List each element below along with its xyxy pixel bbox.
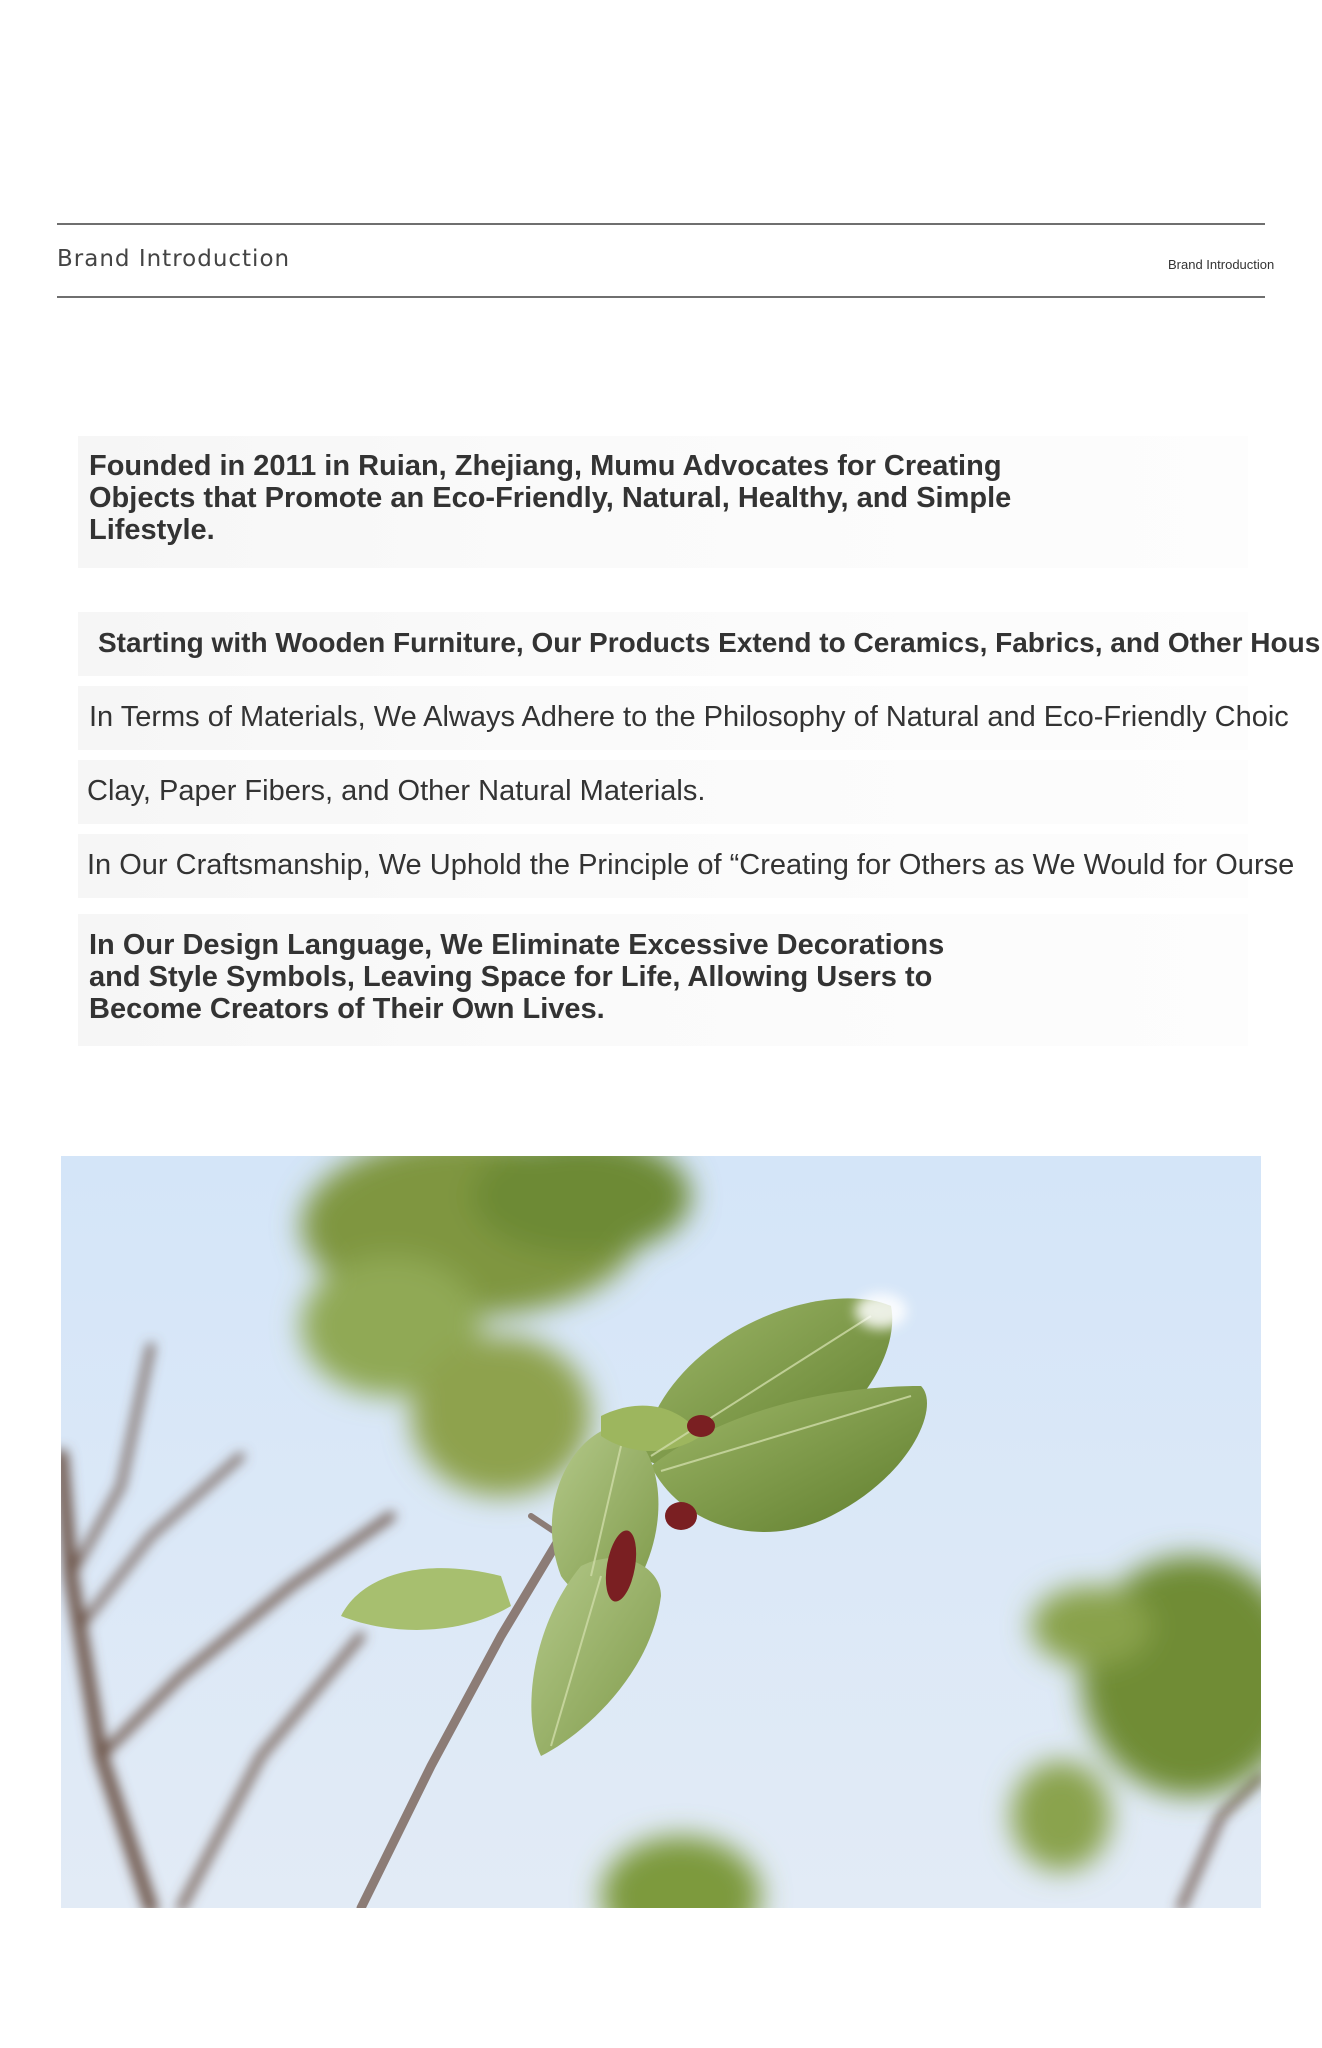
intro-paragraph-materials-continued: Clay, Paper Fibers, and Other Natural Materials.	[87, 775, 706, 807]
mulberry-branch-photo	[61, 1156, 1261, 1908]
intro-paragraph-products: Starting with Wooden Furniture, Our Products Extend to Ceramics, Fabrics, and Other Hous	[98, 627, 1321, 658]
section-tag-link[interactable]: Brand Introduction	[1168, 257, 1275, 272]
intro-paragraph-materials: In Terms of Materials, We Always Adhere to the Philosophy of Natural and Eco-Friendly Choic	[89, 701, 1289, 733]
intro-paragraph-founding: Founded in 2011 in Ruian, Zhejiang, Mumu Advocates for Creating Objects that Promote an Eco-Friendly, Natural, Healthy, and Simple Lifestyle.	[89, 450, 1012, 546]
header-bottom-divider	[57, 296, 1265, 298]
header-top-divider	[57, 223, 1265, 225]
mulberry-branch-illustration	[61, 1156, 1261, 1908]
intro-paragraph-craftsmanship: In Our Craftsmanship, We Uphold the Principle of “Creating for Others as We Would for Ourse	[87, 849, 1295, 881]
section-title: Brand Introduction	[57, 246, 291, 272]
intro-paragraph-design: In Our Design Language, We Eliminate Excessive Decorations and Style Symbols, Leaving Space for Life, Allowing Users to Become Creators of Their Own Lives.	[89, 929, 945, 1025]
